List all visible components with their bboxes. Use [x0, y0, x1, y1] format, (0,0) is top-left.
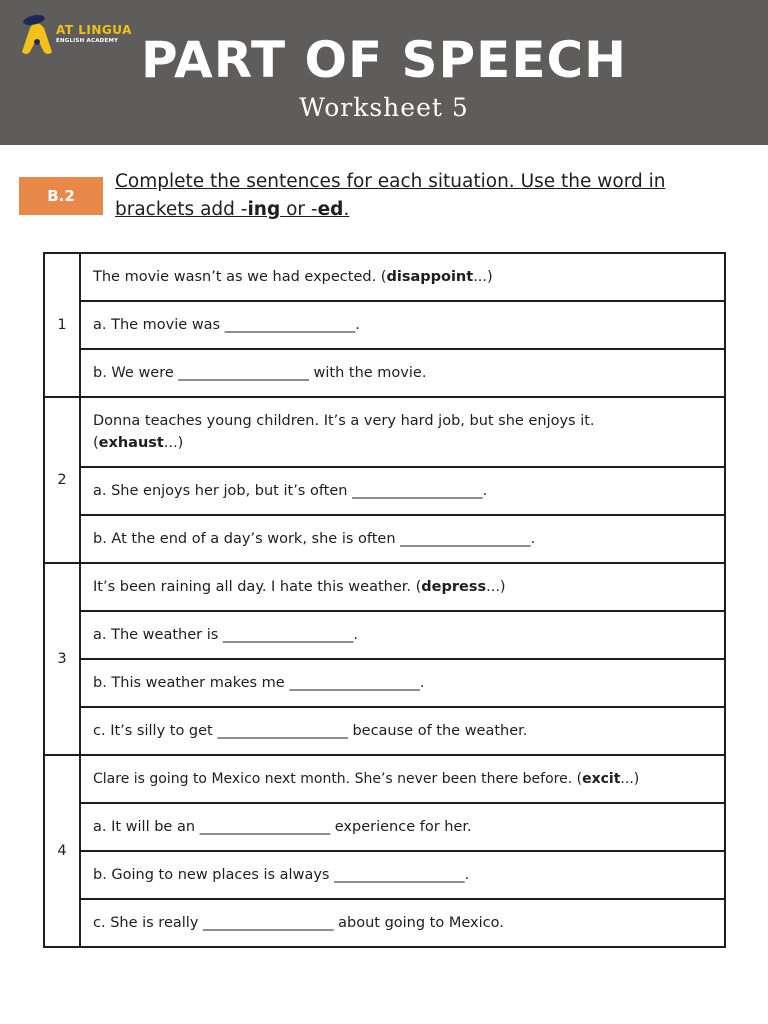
answer-blank: __________________	[222, 627, 354, 643]
answer-blank: __________________	[352, 483, 483, 499]
answer-blank: __________________	[289, 675, 420, 691]
base-word: depress	[421, 579, 487, 595]
table-row	[44, 611, 725, 659]
base-word: excit	[582, 771, 621, 787]
instructions-or: or -	[280, 199, 318, 220]
exercise-item[interactable]: a. She enjoys her job, but it’s often __________________.	[80, 467, 725, 515]
answer-blank: __________________	[203, 915, 334, 931]
logo-name: AT LINGUA	[56, 23, 132, 37]
answer-blank: __________________	[217, 723, 348, 739]
instructions	[115, 168, 735, 224]
answer-blank: __________________	[199, 819, 331, 835]
situation-text: It’s been raining all day. I hate this weather. (depress...)	[80, 563, 725, 611]
table-row	[44, 349, 725, 397]
table-row	[44, 707, 725, 755]
base-word: disappoint	[386, 269, 474, 285]
header-banner	[0, 0, 768, 145]
table-row	[44, 899, 725, 947]
exercise-number: 1	[44, 253, 80, 397]
suffix-ed: ed	[317, 199, 344, 220]
answer-blank: __________________	[224, 317, 356, 333]
table-row	[44, 397, 725, 467]
table-row	[44, 301, 725, 349]
exercise-item[interactable]: a. The movie was __________________.	[80, 301, 725, 349]
table-row	[44, 755, 725, 803]
exercise-number: 4	[44, 755, 80, 947]
exercise-item[interactable]: c. She is really __________________ about going to Mexico.	[80, 899, 725, 947]
table-row	[44, 659, 725, 707]
table-row	[44, 515, 725, 563]
instructions-line1: Complete the sentences for each situation. Use the word in	[115, 171, 666, 192]
situation-text: Donna teaches young children. It’s a very hard job, but she enjoys it. (exhaust...)	[80, 397, 725, 467]
page-title: PART OF SPEECH	[140, 31, 628, 89]
answer-blank: __________________	[334, 867, 465, 883]
exercise-item[interactable]: a. The weather is __________________.	[80, 611, 725, 659]
section-badge: B.2	[19, 177, 103, 215]
exercise-item[interactable]: c. It’s silly to get __________________ because of the weather.	[80, 707, 725, 755]
suffix-ing: ing	[247, 199, 281, 220]
exercise-table	[43, 252, 726, 948]
answer-blank: __________________	[400, 531, 531, 547]
base-word: exhaust	[98, 435, 164, 451]
instructions-line2: brackets add -	[115, 199, 248, 220]
logo-tagline: ENGLISH ACADEMY	[56, 38, 119, 44]
page-subtitle: Worksheet 5	[299, 93, 469, 122]
table-row	[44, 563, 725, 611]
exercise-item[interactable]: b. Going to new places is always __________________.	[80, 851, 725, 899]
table-row	[44, 851, 725, 899]
exercise-item[interactable]: b. This weather makes me __________________.	[80, 659, 725, 707]
exercise-item[interactable]: b. We were __________________ with the movie.	[80, 349, 725, 397]
exercise-number: 2	[44, 397, 80, 563]
table-row	[44, 803, 725, 851]
exercise-number: 3	[44, 563, 80, 755]
instructions-end: .	[343, 199, 350, 220]
exercise-item[interactable]: b. At the end of a day’s work, she is often __________________.	[80, 515, 725, 563]
table-row	[44, 253, 725, 301]
situation-text: Clare is going to Mexico next month. She’s never been there before. (excit...)	[80, 755, 725, 803]
answer-blank: __________________	[178, 365, 309, 381]
table-row	[44, 467, 725, 515]
exercise-item[interactable]: a. It will be an __________________ experience for her.	[80, 803, 725, 851]
situation-text: The movie wasn’t as we had expected. (disappoint...)	[80, 253, 725, 301]
